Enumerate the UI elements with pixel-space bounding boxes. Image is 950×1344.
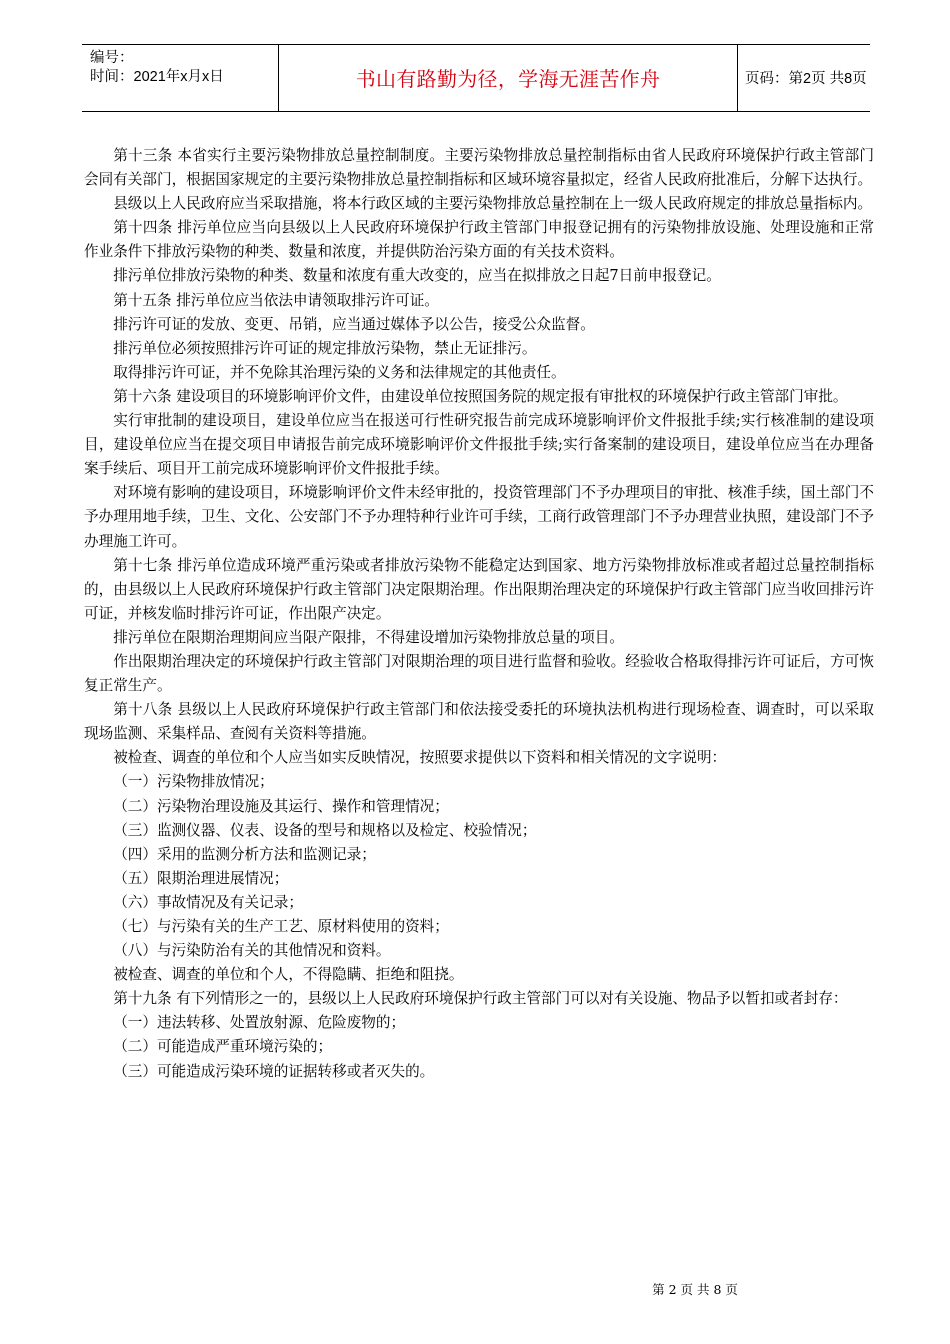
header-page-cell — [737, 45, 870, 111]
body-paragraph: 排污单位排放污染物的种类、数量和浓度有重大改变的，应当在拟排放之日起7日前申报登记。 — [113, 267, 721, 285]
body-paragraph: 排污单位必须按照排污许可证的规定排放污染物，禁止无证排污。 — [113, 339, 537, 357]
header-motto: 书山有路勤为径，学海无涯苦作舟 — [355, 67, 661, 91]
page-footer: 第 2 页 共 8 页 — [652, 1282, 738, 1297]
body-paragraph: （五）限期治理进展情况； — [113, 869, 289, 887]
body-paragraph: （三）可能造成污染环境的证据转移或者灭失的。 — [113, 1062, 435, 1080]
body-paragraph: （六）事故情况及有关记录； — [113, 893, 303, 911]
body-paragraph: 第十六条 建设项目的环境影响评价文件，由建设单位按照国务院的规定报有审批权的环境保护行政主管部门审批。 — [113, 387, 848, 405]
body-paragraph: （八）与污染防治有关的其他情况和资料。 — [113, 942, 391, 960]
body-paragraph: 被检查、调查的单位和个人，不得隐瞒、拒绝和阻挠。 — [113, 966, 464, 984]
document-time-label: 时间：2021年x月x日 — [90, 69, 224, 85]
body-paragraph: （二）可能造成严重环境污染的； — [113, 1038, 333, 1056]
body-paragraph: 对环境有影响的建设项目，环境影响评价文件未经审批的，投资管理部门不予办理项目的审批、核准手续，国土部门不予办理用地手续，卫生、文化、公安部门不予办理特种行业许可手续，工商行政管理部门不予办理营业执照，建设部门不予办理施工许可。 — [84, 484, 874, 550]
body-paragraph: 第十三条 本省实行主要污染物排放总量控制制度。主要污染物排放总量控制指标由省人民政府环境保护行政主管部门会同有关部门，根据国家规定的主要污染物排放总量控制指标和区域环境容量拟定，经省人民政府批准后，分解下达执行。 — [84, 147, 874, 189]
body-paragraph: （一）污染物排放情况； — [113, 773, 274, 791]
body-paragraph: （七）与污染有关的生产工艺、原材料使用的资料； — [113, 918, 449, 935]
body-paragraph: 县级以上人民政府应当采取措施，将本行政区域的主要污染物排放总量控制在上一级人民政府规定的排放总量指标内。 — [113, 195, 873, 213]
body-paragraph: 实行审批制的建设项目，建设单位应当在报送可行性研究报告前完成环境影响评价文件报批手续;实行核准制的建设项目，建设单位应当在提交项目申请报告前完成环境影响评价文件报批手续;实行备案制的建设项目，建设单位应当在办理备案手续后、项目开工前完成环境影响评价文件报批手续。 — [84, 412, 874, 478]
header-page-number: 页码：第2页 共8页 — [745, 71, 867, 87]
body-paragraph: （二）污染物治理设施及其运行、操作和管理情况； — [113, 797, 449, 815]
header-info-cell — [82, 45, 278, 111]
page-header — [82, 44, 870, 112]
body-paragraph: 第十九条 有下列情形之一的，县级以上人民政府环境保护行政主管部门可以对有关设施、物品予以暂扣或者封存： — [113, 990, 848, 1008]
body-paragraph: 第十五条 排污单位应当依法申请领取排污许可证。 — [113, 291, 439, 309]
header-motto-cell — [278, 45, 738, 111]
body-paragraph: 第十七条 排污单位造成环境严重污染或者排放污染物不能稳定达到国家、地方污染物排放标准或者超过总量控制指标的，由县级以上人民政府环境保护行政主管部门决定限期治理。作出限期治理决定的环境保护行政主管部门应当收回排污许可证，并核发临时排污许可证，作出限产决定。 — [84, 556, 874, 622]
body-paragraph: 作出限期治理决定的环境保护行政主管部门对限期治理的项目进行监督和验收。经验收合格取得排污许可证后，方可恢复正常生产。 — [84, 652, 874, 695]
body-paragraph: 排污单位在限期治理期间应当限产限排，不得建设增加污染物排放总量的项目。 — [113, 628, 624, 646]
body-paragraph: 第十八条 县级以上人民政府环境保护行政主管部门和依法接受委托的环境执法机构进行现场检查、调查时，可以采取现场监测、采集样品、查阅有关资料等措施。 — [84, 701, 874, 743]
body-paragraph: 被检查、调查的单位和个人应当如实反映情况，按照要求提供以下资料和相关情况的文字说明： — [113, 749, 727, 767]
document-number-label: 编号： — [90, 50, 134, 66]
body-paragraph: （四）采用的监测分析方法和监测记录； — [113, 845, 376, 863]
body-paragraph: 第十四条 排污单位应当向县级以上人民政府环境保护行政主管部门申报登记拥有的污染物排放设施、处理设施和正常作业条件下排放污染物的种类、数量和浓度，并提供防治污染方面的有关技术资料。 — [84, 219, 874, 261]
document-body — [84, 144, 874, 1084]
body-paragraph: （一）违法转移、处置放射源、危险废物的； — [113, 1014, 406, 1032]
body-paragraph: （三）监测仪器、仪表、设备的型号和规格以及检定、校验情况； — [113, 821, 537, 839]
body-paragraph: 取得排污许可证，并不免除其治理污染的义务和法律规定的其他责任。 — [113, 363, 566, 381]
body-paragraph: 排污许可证的发放、变更、吊销，应当通过媒体予以公告，接受公众监督。 — [113, 315, 595, 333]
